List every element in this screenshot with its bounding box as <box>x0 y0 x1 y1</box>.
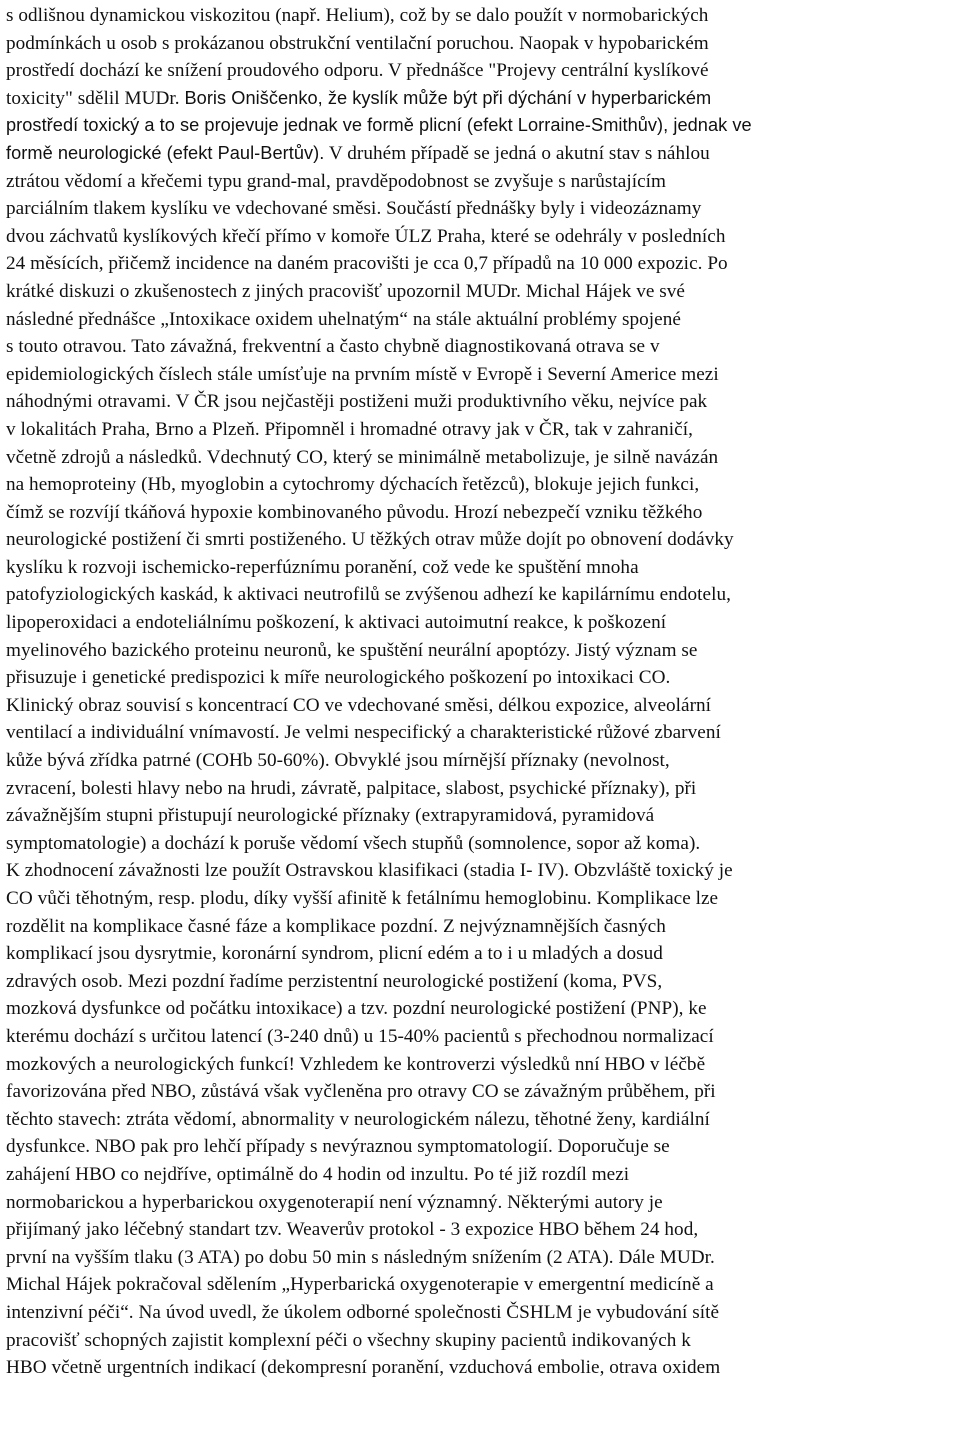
text-line: přijímaný jako léčebný standart tzv. Weaverův protokol - 3 expozice HBO během 24 hod, <box>6 1219 699 1241</box>
text-line: epidemiologických číslech stále umísťuje na prvním místě v Evropě i Severní Americe mezi <box>6 363 719 385</box>
text-line: ventilací a individuální vnímavostí. Je velmi nespecifický a charakteristické růžové zbarvení <box>6 722 721 744</box>
text-line <box>6 1382 956 1410</box>
text-line: následné přednášce „Intoxikace oxidem uhelnatým“ na stále aktuální problémy spojené <box>6 308 681 330</box>
text-line: favorizována před NBO, zůstává však vyčleněna pro otravy CO se závažným průběhem, při <box>6 1081 716 1103</box>
text-line: zvracení, bolesti hlavy nebo na hrudi, závratě, palpitace, slabost, psychické příznaky), při <box>6 777 697 799</box>
text-line: Michal Hájek pokračoval sdělením „Hyperbarická oxygenoterapie v emergentní medicíně a <box>6 1274 714 1296</box>
text-line <box>6 85 956 113</box>
text-line: závažnějším stupni přistupují neurologické příznaky (extrapyramidová, pyramidová <box>6 805 655 827</box>
text-line: první na vyšším tlaku (3 ATA) po dobu 50 min s následným snížením (2 ATA). Dále MUDr. <box>6 1246 715 1268</box>
text-segment: toxicity" sdělil MUDr. <box>6 87 185 109</box>
text-line: prostředí toxický a to se projevuje jednak ve formě plicní (efekt Lorraine-Smithův), jednak ve <box>6 115 752 136</box>
text-line: mozková dysfunkce od počátku intoxikace) a tzv. pozdní neurologické postižení (PNP), ke <box>6 998 707 1020</box>
text-segment-sans: formě neurologické (efekt Paul-Bertův). <box>6 142 325 163</box>
text-line: náhodnými otravami. V ČR jsou nejčastěji postiženi muži produktivního věku, nejvíce pak <box>6 391 708 413</box>
text-line: intenzivní péči“. Na úvod uvedl, že úkolem odborné společnosti ČSHLM je vybudování sítě <box>6 1301 720 1323</box>
text-line: krátké diskuzi o zkušenostech z jiných pracovišť upozornil MUDr. Michal Hájek ve své <box>6 280 685 302</box>
text-line: s touto otravou. Tato závažná, frekventní a často chybně diagnostikovaná otrava se v <box>6 336 660 358</box>
text-line: ztrátou vědomí a křečemi typu grand-mal, pravděpodobnost se zvyšuje s narůstajícím <box>6 170 667 192</box>
text-line: K zhodnocení závažnosti lze použít Ostravskou klasifikaci (stadia I- IV). Obzvláště toxický je <box>6 860 733 882</box>
text-line: Klinický obraz souvisí s koncentrací CO ve vdechované směsi, délkou expozice, alveolární <box>6 694 712 716</box>
text-segment: V druhém případě se jedná o akutní stav s náhlou <box>324 142 710 164</box>
text-line: symptomatologie) a dochází k poruše vědomí všech stupňů (somnolence, sopor až koma). <box>6 832 701 854</box>
text-line: neurologické postižení či smrti postiženého. U těžkých otrav může dojít po obnovení dodávky <box>6 529 734 551</box>
text-line: lipoperoxidaci a endoteliálnímu poškození, k aktivaci autoimutní reakce, k poškození <box>6 612 667 634</box>
text-line: kyslíku k rozvoji ischemicko-reperfúznímu poranění, což vede ke spuštění mnoha <box>6 556 639 578</box>
text-line: čímž se rozvíjí tkáňová hypoxie kombinovaného původu. Hrozí nebezpečí vzniku těžkého <box>6 501 703 523</box>
text-line: podmínkách u osob s prokázanou obstrukční ventilační poruchou. Naopak v hypobarickém <box>6 32 709 54</box>
text-line: těchto stavech: ztráta vědomí, abnormality v neurologickém nálezu, těhotné ženy, kardiální <box>6 1108 710 1130</box>
text-line: pracovišť schopných zajistit komplexní péči o všechny skupiny pacientů indikovaných k <box>6 1329 691 1351</box>
text-line: CO vůči těhotným, resp. plodu, díky vyšší afinitě k fetálnímu hemoglobinu. Komplikace lze <box>6 888 719 909</box>
text-line: kterému dochází s určitou latencí (3-240 dnů) u 15-40% pacientů s přechodnou normalizací <box>6 1025 714 1047</box>
text-line: normobarickou a hyperbarickou oxygenoterapií není významný. Některými autory je <box>6 1191 663 1213</box>
text-line <box>6 140 956 168</box>
text-line: včetně zdrojů a následků. Vdechnutý CO, který se minimálně metabolizuje, je silně navázán <box>6 446 719 468</box>
text-line: mozkových a neurologických funkcí! Vzhledem ke kontroverzi výsledků nní HBO v léčbě <box>6 1053 706 1075</box>
text-line: v lokalitách Praha, Brno a Plzeň. Připomněl i hromadné otravy jak v ČR, tak v zahraničí, <box>6 418 693 440</box>
document-page <box>6 2 956 1437</box>
text-segment-sans: Boris Oniščenko, že kyslík může být při dýchání v hyperbarickém <box>184 87 712 108</box>
text-line <box>6 1409 956 1437</box>
text-line: HBO včetně urgentních indikací (dekompresní poranění, vzduchová embolie, otrava oxidem <box>6 1357 721 1379</box>
text-line: komplikací jsou dysrytmie, koronární syndrom, plicní edém a to i u mladých a dosud <box>6 943 663 965</box>
text-line: myelinového bazického proteinu neuronů, ke spuštění neurální apoptózy. Jistý význam se <box>6 639 698 661</box>
text-line: s odlišnou dynamickou viskozitou (např. Helium), což by se dalo použít v normobarických <box>6 5 709 26</box>
text-line: patofyziologických kaskád, k aktivaci neutrofilů se zvýšenou adhezí ke kapilárnímu endotelu, <box>6 584 731 606</box>
text-line: kůže bývá zřídka patrné (COHb 50-60%). Obvyklé jsou mírnější příznaky (nevolnost, <box>6 750 670 772</box>
text-line: rozdělit na komplikace časné fáze a komplikace pozdní. Z nejvýznamnějších časných <box>6 915 666 937</box>
text-line: parciálním tlakem kyslíku ve vdechované směsi. Součástí přednášky byly i videozáznamy <box>6 198 702 220</box>
text-line: dysfunkce. NBO pak pro lehčí případy s nevýraznou symptomatologií. Doporučuje se <box>6 1136 670 1158</box>
text-line: dvou záchvatů kyslíkových křečí přímo v komoře ÚLZ Praha, které se odehrály v posledních <box>6 225 726 247</box>
text-line: na hemoproteiny (Hb, myoglobin a cytochromy dýchacích řetězců), blokuje jejich funkci, <box>6 474 700 496</box>
text-line: 24 měsících, přičemž incidence na daném pracovišti je cca 0,7 případů na 10 000 expozic. Po <box>6 253 728 275</box>
text-line: prostředí dochází ke snížení proudového odporu. V přednášce "Projevy centrální kyslíkové <box>6 60 709 82</box>
text-line: zdravých osob. Mezi pozdní řadíme perzistentní neurologické postižení (koma, PVS, <box>6 970 663 992</box>
text-line: zahájení HBO co nejdříve, optimálně do 4 hodin od inzultu. Po té již rozdíl mezi <box>6 1163 630 1185</box>
text-line: přisuzuje i genetické predispozici k míře neurologického poškození po intoxikaci CO. <box>6 667 671 689</box>
